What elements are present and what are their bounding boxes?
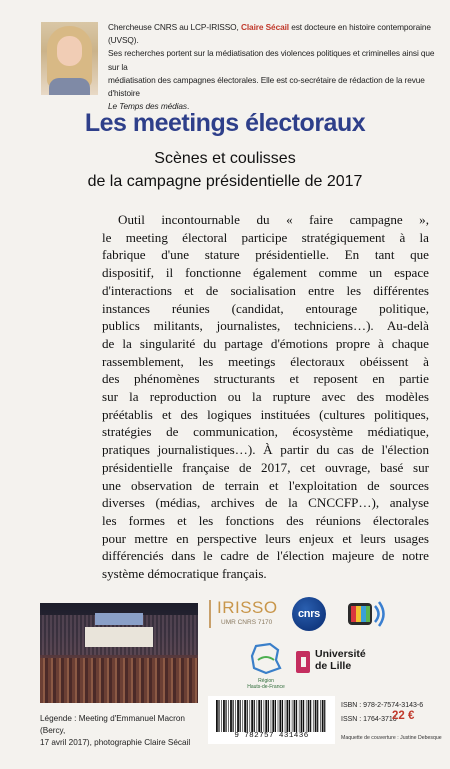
bio-end: . (186, 101, 190, 112)
bio-line-2: Ses recherches portent sur la médiatisation des violences politiques et criminelles ainsi que sur la (108, 48, 435, 72)
blurb-line: d'interactions et de socialisation entre les différentes (102, 282, 429, 298)
photo-screen (95, 613, 143, 625)
blurb-line: Outil incontournable du « faire campagne », (118, 212, 429, 227)
lille-line-1: Université (315, 648, 366, 660)
region-caption (244, 678, 288, 690)
blurb-line: dispositif, il fonctionne également comme un espace (102, 265, 429, 281)
lille-text (315, 648, 366, 672)
region-line-2: Hauts-de-France (247, 684, 285, 690)
blurb-line: diverses (médias, archives de la CNCCFP…), analyse (102, 495, 429, 511)
author-name: Claire Sécail (240, 22, 290, 32)
blurb-line: pour mettre en perspective leurs enjeux et leurs usages (102, 530, 429, 546)
author-photo (41, 22, 98, 95)
universite-de-lille-logo (296, 648, 386, 678)
blurb-line: de la singularité du partage d'émotions propre à chaque (102, 335, 429, 351)
blurb-line: les formes et les fonctions des réunions électorales (102, 512, 429, 528)
media-lab-logo-icon (344, 597, 388, 631)
barcode-number: 9 782757 431436 (234, 732, 309, 740)
photo-crowd (40, 658, 198, 703)
region-map-icon (248, 642, 284, 676)
blurb-line: différenciés dans le cadre de l'élection majeure de notre (102, 548, 429, 564)
author-shirt (49, 78, 90, 95)
caption-line-1: Légende : Meeting d'Emmanuel Macron (Bercy, (40, 714, 185, 735)
isbn: ISBN : 978-2-7574-3143-6 (341, 702, 424, 709)
blurb-line: instances réunies (candidat, entourage politique, (102, 300, 429, 316)
cover-design-credit: Maquette de couverture : Justine Debesque (341, 735, 442, 741)
caption-line-2: 17 avril 2017), photographie Claire Sécail (40, 738, 191, 747)
price: 22 € (392, 710, 415, 722)
region-line-1: Région (258, 678, 274, 684)
blurb-line: fabrique d'une stature présidentielle. En tant que (102, 247, 429, 263)
book-title: Les meetings électoraux (84, 109, 366, 137)
subtitle-line-1: Scènes et coulisses (154, 150, 296, 167)
lille-mark-inner (301, 657, 306, 667)
issn: ISSN : 1764-3716 (341, 716, 397, 723)
blurb-line: système démocratique français. (102, 566, 267, 582)
bio-line-3: médiatisation des campagnes électorales. Elle est co-secrétaire de rédaction de la revue d'histoire (108, 74, 425, 99)
irisso-logo (209, 600, 283, 628)
author-bio (108, 21, 438, 113)
author-face (57, 36, 82, 66)
blurb-line: des phénomènes structurants et reposent en partie (102, 371, 429, 387)
cnrs-logo: cnrs (292, 597, 326, 631)
lille-line-2: de Lille (315, 660, 352, 672)
photo-stage (85, 627, 153, 647)
bio-line-1 (108, 21, 438, 47)
bio-prefix: Chercheuse CNRS au LCP-IRISSO, (108, 22, 239, 32)
irisso-name: IRISSO (217, 598, 278, 617)
photo-caption (40, 713, 205, 749)
irisso-umr: UMR CNRS 7170 (221, 619, 273, 626)
blurb-line: rassemblement, les meetings électoraux obéissent à (102, 353, 429, 369)
meeting-photo (40, 603, 198, 703)
blurb-line: stratégies de communication, écosystème médiatique, (102, 424, 429, 440)
subtitle-line-2: de la campagne présidentielle de 2017 (87, 173, 363, 190)
blurb-text (102, 211, 429, 583)
blurb-line: le meeting électoral participe stratégiquement à la (102, 229, 429, 245)
blurb-line: présidentielle française de 2017, cet ouvrage, basé sur (102, 459, 429, 475)
hauts-de-france-logo (247, 642, 285, 690)
barcode (208, 696, 335, 744)
blurb-line: préétablis et des logiques instituées (cultures politiques, (102, 406, 429, 422)
blurb-line: sur la reproduction ou la rupture avec des modèles (102, 389, 429, 405)
journal-name: Le Temps des médias (108, 101, 187, 112)
blurb-line: une observation de terrain et l'exploitation de sources (102, 477, 429, 493)
barcode-bars (216, 700, 327, 732)
blurb-line: publics militants, journalistes, techniciens…). Au-delà (102, 318, 429, 334)
blurb-line: pratiques journalistiques…). À partir du cas de l'élection (102, 442, 429, 458)
bio-line1-suffix: est docteure en histoire contemporaine (UVSQ). (108, 22, 431, 46)
